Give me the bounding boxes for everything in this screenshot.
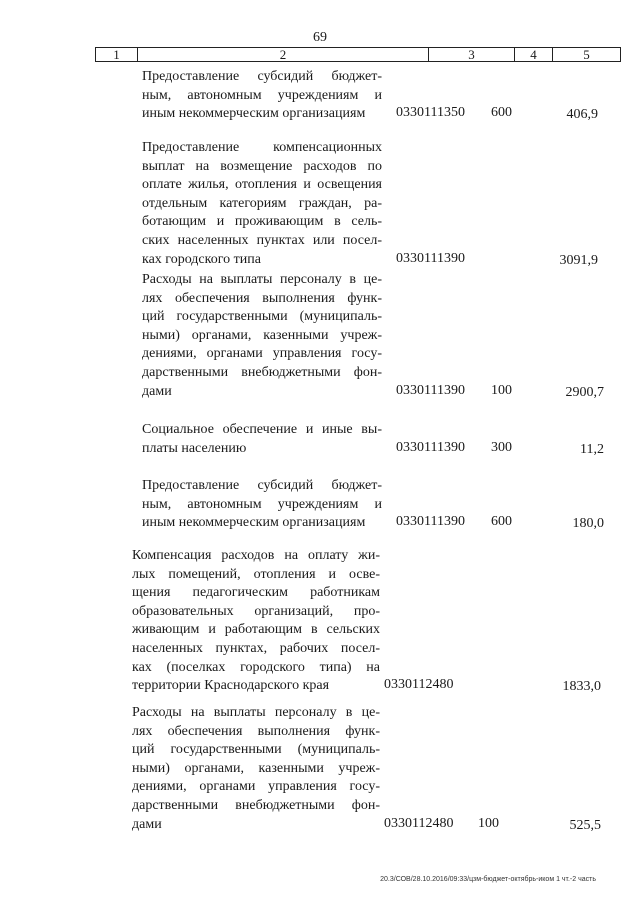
description-line: территории Краснодарского края [132, 678, 330, 694]
row-description [132, 547, 380, 696]
description-line: Предоставление субсидий бюджет- [142, 478, 382, 493]
header-col-4: 4 [515, 48, 553, 61]
description-line: ских населенных пунктах или посел- [142, 232, 382, 248]
description-line: Предоставление компенсационных [142, 140, 382, 155]
row-code: 0330111390 [396, 514, 465, 530]
description-line: Расходы на выплаты персоналу в це- [132, 705, 380, 720]
row-code: 0330112480 [384, 677, 454, 693]
description-line: дарственными внебюджетными фон- [132, 797, 380, 813]
description-line: ций государственными (муниципаль- [142, 309, 382, 325]
description-line: Расходы на выплаты персоналу в це- [142, 272, 382, 287]
row-amount: 3091,9 [559, 252, 598, 268]
header-col-2: 2 [138, 48, 429, 61]
description-line: выплат на возмещение расходов по [142, 158, 382, 174]
description-line: Компенсация расходов на оплату жи- [132, 548, 380, 563]
row-description [132, 704, 380, 834]
description-line: ным, автономным учреждениям и [142, 496, 382, 512]
description-line: платы населению [142, 440, 247, 456]
row-code: 0330111390 [396, 382, 465, 398]
description-line: ках городского типа [142, 251, 261, 267]
page-number: 69 [313, 30, 327, 45]
row-expense-type: 600 [491, 105, 512, 121]
description-line: Предоставление субсидий бюджет- [142, 69, 382, 84]
row-code: 0330111390 [396, 250, 465, 266]
row-amount: 180,0 [572, 516, 604, 532]
description-line: иным некоммерческим организациям [142, 106, 366, 122]
description-line: образовательных организаций, про- [132, 603, 380, 619]
row-description [142, 68, 382, 124]
row-description [142, 139, 382, 269]
header-col-3: 3 [429, 48, 515, 61]
description-line: оплате жилья, отопления и освещения [142, 177, 382, 193]
description-line: живающим и работающим в сельских [132, 622, 380, 638]
row-amount: 2900,7 [565, 384, 604, 400]
description-line: отдельным категориям граждан, ра- [142, 195, 382, 211]
description-line: Социальное обеспечение и иные вы- [142, 422, 382, 437]
row-code: 0330111390 [396, 439, 465, 455]
description-line: дарственными внебюджетными фон- [142, 364, 382, 380]
row-description [142, 421, 382, 458]
row-amount: 406,9 [566, 107, 598, 123]
description-line: щения педагогическим работникам [132, 585, 380, 601]
document-footer: 20.3/СОВ/28.10.2016/09:33/цзм-бюджет-октябрь-иком 1 чт.-2 часть [380, 876, 596, 883]
row-description [142, 271, 382, 401]
description-line: дениями, органами управления госу- [142, 346, 382, 362]
header-col-5: 5 [583, 47, 590, 62]
description-line: лях обеспечения выполнения функ- [132, 723, 380, 739]
description-line: ций государственными (муниципаль- [132, 742, 380, 758]
row-expense-type: 100 [491, 382, 512, 398]
row-amount: 11,2 [580, 441, 604, 457]
description-line: населенных пунктах, рабочих посел- [132, 640, 380, 656]
description-line: дами [142, 383, 172, 399]
row-amount: 1833,0 [562, 679, 601, 695]
table-header-row [95, 47, 621, 62]
description-line: ным, автономным учреждениям и [142, 87, 382, 103]
description-line: лях обеспечения выполнения функ- [142, 290, 382, 306]
row-code: 0330111350 [396, 105, 465, 121]
description-line: иным некоммерческим организациям [142, 515, 366, 531]
row-expense-type: 100 [478, 815, 499, 831]
row-description [142, 477, 382, 533]
row-code: 0330112480 [384, 815, 454, 831]
row-expense-type: 300 [491, 439, 512, 455]
description-line: дениями, органами управления госу- [132, 779, 380, 795]
description-line: лых помещений, отопления и осве- [132, 566, 380, 582]
description-line: ными) органами, казенными учреж- [142, 327, 382, 343]
description-line: ках (поселках городского типа) на [132, 659, 380, 675]
description-line: ными) органами, казенными учреж- [132, 760, 380, 776]
row-amount: 525,5 [569, 817, 601, 833]
header-col-1: 1 [96, 48, 138, 61]
description-line: дами [132, 816, 162, 832]
description-line: ботающим и проживающим в сель- [142, 214, 382, 230]
row-expense-type: 600 [491, 514, 512, 530]
